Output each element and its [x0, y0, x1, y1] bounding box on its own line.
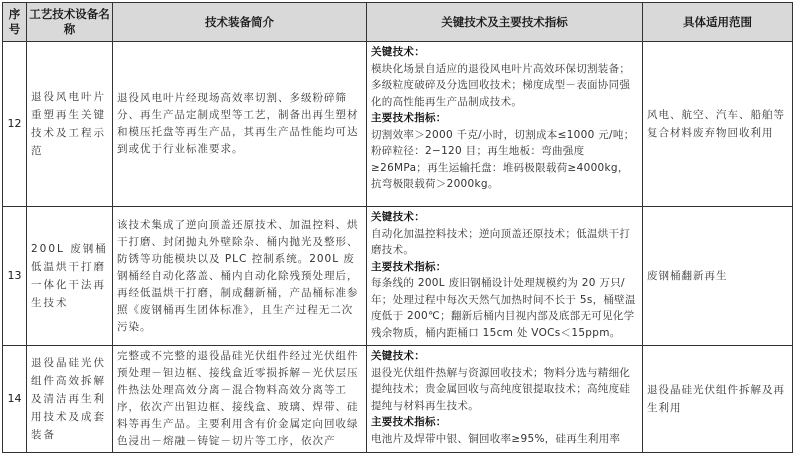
header-scope: 具体适用范围	[643, 3, 793, 42]
key-indicator-text-1: 每条线的 200L 废旧钢桶设计处理规模约为 20 万只/年；处理过程中每次天然气加热时间不长于 5s，桶壁温度低于 200℃；翻新后桶内目视内部及底部无可见化学残余物质，桶内距桶口 15cm 处 VOCs＜15ppm。	[371, 277, 636, 339]
table-row	[3, 42, 793, 207]
technology-table	[2, 2, 793, 453]
row-intro: 该技术集成了逆向顶盖还原技术、加温控料、烘干打磨、封闭抛丸外壁除杂、桶内抛光及整形、防锈等功能模块以及 PLC 控制系统。200L 废钢桶经自动化落盖、桶内自动化除残预处理后，再经低温烘干打磨，制成翻新桶，产品桶标准参照《废钢桶再生团体标准》，且生产过程无二次污染。	[113, 207, 367, 346]
row-intro: 完整或不完整的退役晶硅光伏组件经过光伏组件预处理－钽边框、接线盒近零损拆解－光伏层压件热法处理高效分离－混合物料高效分离等工序，依次产出钽边框、接线盒、玻璃、焊带、硅料等再生产品。主要利用含有价金属定向回收绿色浸出－熔融－铸锭－切片等工序，依次产	[113, 346, 367, 453]
key-indicator-text-2: 粉碎粒径：2−120 目；再生地板：弯曲强度≥26MPa；再生运输托盘：堆码极限载荷≥4000kg，抗弯极限载荷＞2000kg。	[371, 145, 629, 190]
key-tech-text: 自动化加温控料技术；逆向顶盖还原技术；低温烘干打磨技术。	[371, 227, 631, 256]
row-scope: 退役晶硅光伏组件拆解及再生利用	[643, 346, 793, 453]
header-key: 关键技术及主要技术指标	[367, 3, 643, 42]
header-name: 工艺技术设备名称	[27, 3, 113, 42]
row-name: 退役风电叶片重塑再生关键技术及工程示范	[27, 42, 113, 207]
row-intro: 退役风电叶片经现场高效率切割、多级粉碎筛分、再生产品定制成型等工艺，制备出再生塑材和模压托盘等再生产品，其再生产品性能均可达到或优于行业标准要求。	[113, 42, 367, 207]
header-intro: 技术装备简介	[113, 3, 367, 42]
table-row	[3, 346, 793, 453]
key-tech-heading: 关键技术：	[371, 350, 425, 362]
key-indicator-heading: 主要技术指标：	[371, 112, 447, 124]
row-scope: 废钢桶翻新再生	[643, 207, 793, 346]
row-seq: 14	[3, 346, 27, 453]
row-name: 200L 废钢桶低温烘干打磨一体化干法再生技术	[27, 207, 113, 346]
row-scope: 风电、航空、汽车、船舶等复合材料废弃物回收利用	[643, 42, 793, 207]
row-seq: 13	[3, 207, 27, 346]
key-indicator-text-1: 电池片及焊带中银、铜回收率≥95%，硅再生利用率	[371, 432, 621, 445]
key-tech-text: 模块化场景自适应的退役风电叶片高效环保切割装备；多级粒度破碎及分选回收技术；梯度成型－表面协同强化的高性能再生产品制成技术。	[371, 62, 631, 108]
key-indicator-heading: 主要技术指标：	[371, 260, 447, 273]
key-tech-text: 退役光伏组件热解与资源回收技术；物料分选与精细化提纯技术；贵金属回收与高纯度银提取技术；高纯度硅提纯与材料再生技术。	[371, 366, 631, 412]
row-seq: 12	[3, 42, 27, 207]
table-header-row	[3, 3, 793, 42]
key-tech-heading: 关键技术：	[371, 211, 425, 223]
header-seq: 序号	[3, 3, 27, 42]
table-row	[3, 207, 793, 346]
key-indicator-text-1: 切割效率＞2000 千克/小时，切割成本≤1000 元/吨；	[371, 128, 635, 141]
row-name: 退役晶硅光伏组件高效拆解及清洁再生利用技术及成套装备	[27, 346, 113, 453]
row-key	[367, 346, 643, 453]
key-tech-heading: 关键技术：	[371, 46, 425, 58]
key-indicator-heading: 主要技术指标：	[371, 416, 447, 428]
row-key	[367, 42, 643, 207]
row-key	[367, 207, 643, 346]
